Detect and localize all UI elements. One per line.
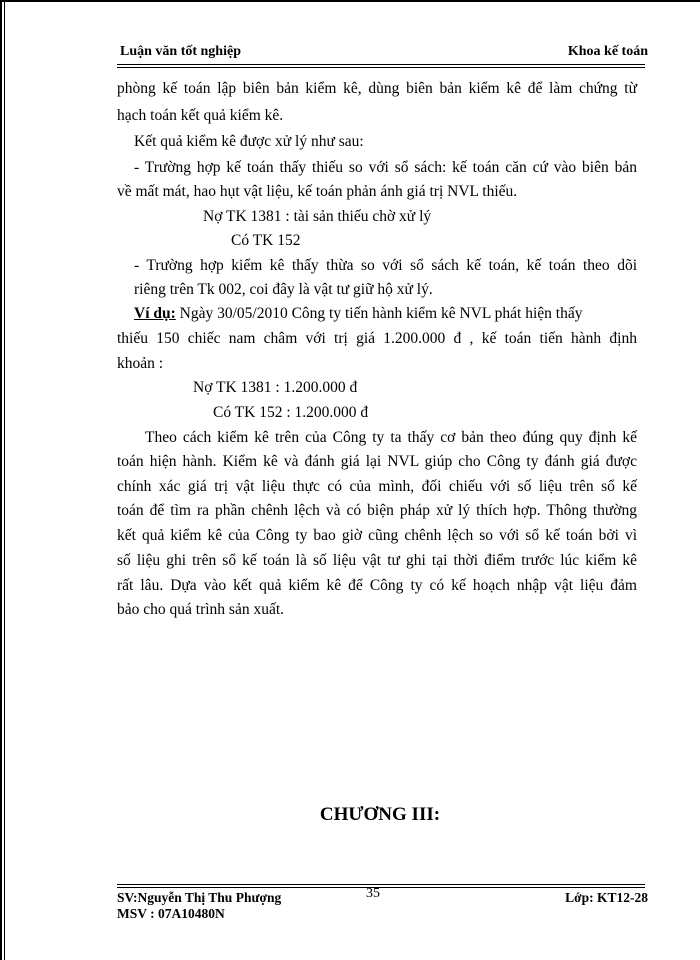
body-line: Theo cách kiểm kê trên của Công ty ta thấy cơ bản theo đúng quy định kế [145,429,637,446]
example-line [134,305,637,323]
body-line: hạch toán kết quả kiểm kê. [117,107,284,124]
body-line: bảo cho quá trình sản xuất. [117,601,285,618]
body-line: về mất mát, hao hụt vật liệu, kế toán phản ánh giá trị NVL thiếu. [117,183,518,200]
journal-entry-credit: Có TK 152 : 1.200.000 đ [213,404,369,421]
body-line: kết quả kiểm kê của Công ty bao giờ cũng chênh lệch so với sổ kế toán bởi vì [117,527,637,544]
body-line: thiếu 150 chiếc nam châm với trị giá 1.200.000 đ , kế toán tiến hành định [117,330,637,347]
body-line: khoản : [117,355,164,372]
footer-class: Lớp: KT12-28 [565,890,648,905]
example-text: Ngày 30/05/2010 Công ty tiến hành kiểm kê NVL phát hiện thấy [175,305,583,322]
journal-entry-credit: Có TK 152 [231,232,301,249]
body-line: chính xác giá trị vật liệu thực có của mình, đối chiếu với số liệu trên sổ kế [117,478,637,495]
journal-entry-debit: Nợ TK 1381 : tài sản thiếu chờ xử lý [203,208,432,225]
body-line: riêng trên Tk 002, coi đây là vật tư giữ hộ xử lý. [134,281,433,298]
body-line: Kết quả kiểm kê được xử lý như sau: [134,133,364,150]
footer-rule [117,884,645,885]
page-number: 35 [366,886,380,901]
header-rule [117,64,645,65]
footer-student-id: MSV : 07A10480N [117,906,225,921]
example-label: Ví dụ: [134,305,176,322]
header-rule-second [117,67,645,68]
body-line: toán để tìm ra phần chênh lệch và có biện pháp xử lý thích hợp. Thông thường [117,502,637,519]
body-line: - Trường hợp kiểm kê thấy thừa so với sổ sách kế toán, kế toán theo dõi [134,257,637,274]
body-line: số liệu ghi trên sổ kế toán là số liệu vật tư ghi tại thời điểm trước lúc kiểm kê [117,552,637,569]
body-line: rất lâu. Dựa vào kết quả kiểm kê để Công ty có kế hoạch nhập vật liệu đảm [117,577,637,594]
footer-student-name: SV:Nguyễn Thị Thu Phượng [117,890,282,905]
chapter-heading: CHƯƠNG III: [319,804,441,825]
body-line: - Trường hợp kế toán thấy thiếu so với sổ sách: kế toán căn cứ vào biên bản [134,159,637,176]
page-frame-top [0,0,700,2]
footer-rule-second [117,887,645,888]
body-line: phòng kế toán lập biên bản kiểm kê, dùng biên bản kiểm kê để làm chứng từ [117,80,637,97]
header-left-title: Luận văn tốt nghiệp [120,44,241,59]
journal-entry-debit: Nợ TK 1381 : 1.200.000 đ [193,379,358,396]
body-line: toán hiện hành. Kiểm kê và đánh giá lại NVL giúp cho Công ty đánh giá được [117,453,637,470]
header-right-title: Khoa kế toán [567,44,648,59]
